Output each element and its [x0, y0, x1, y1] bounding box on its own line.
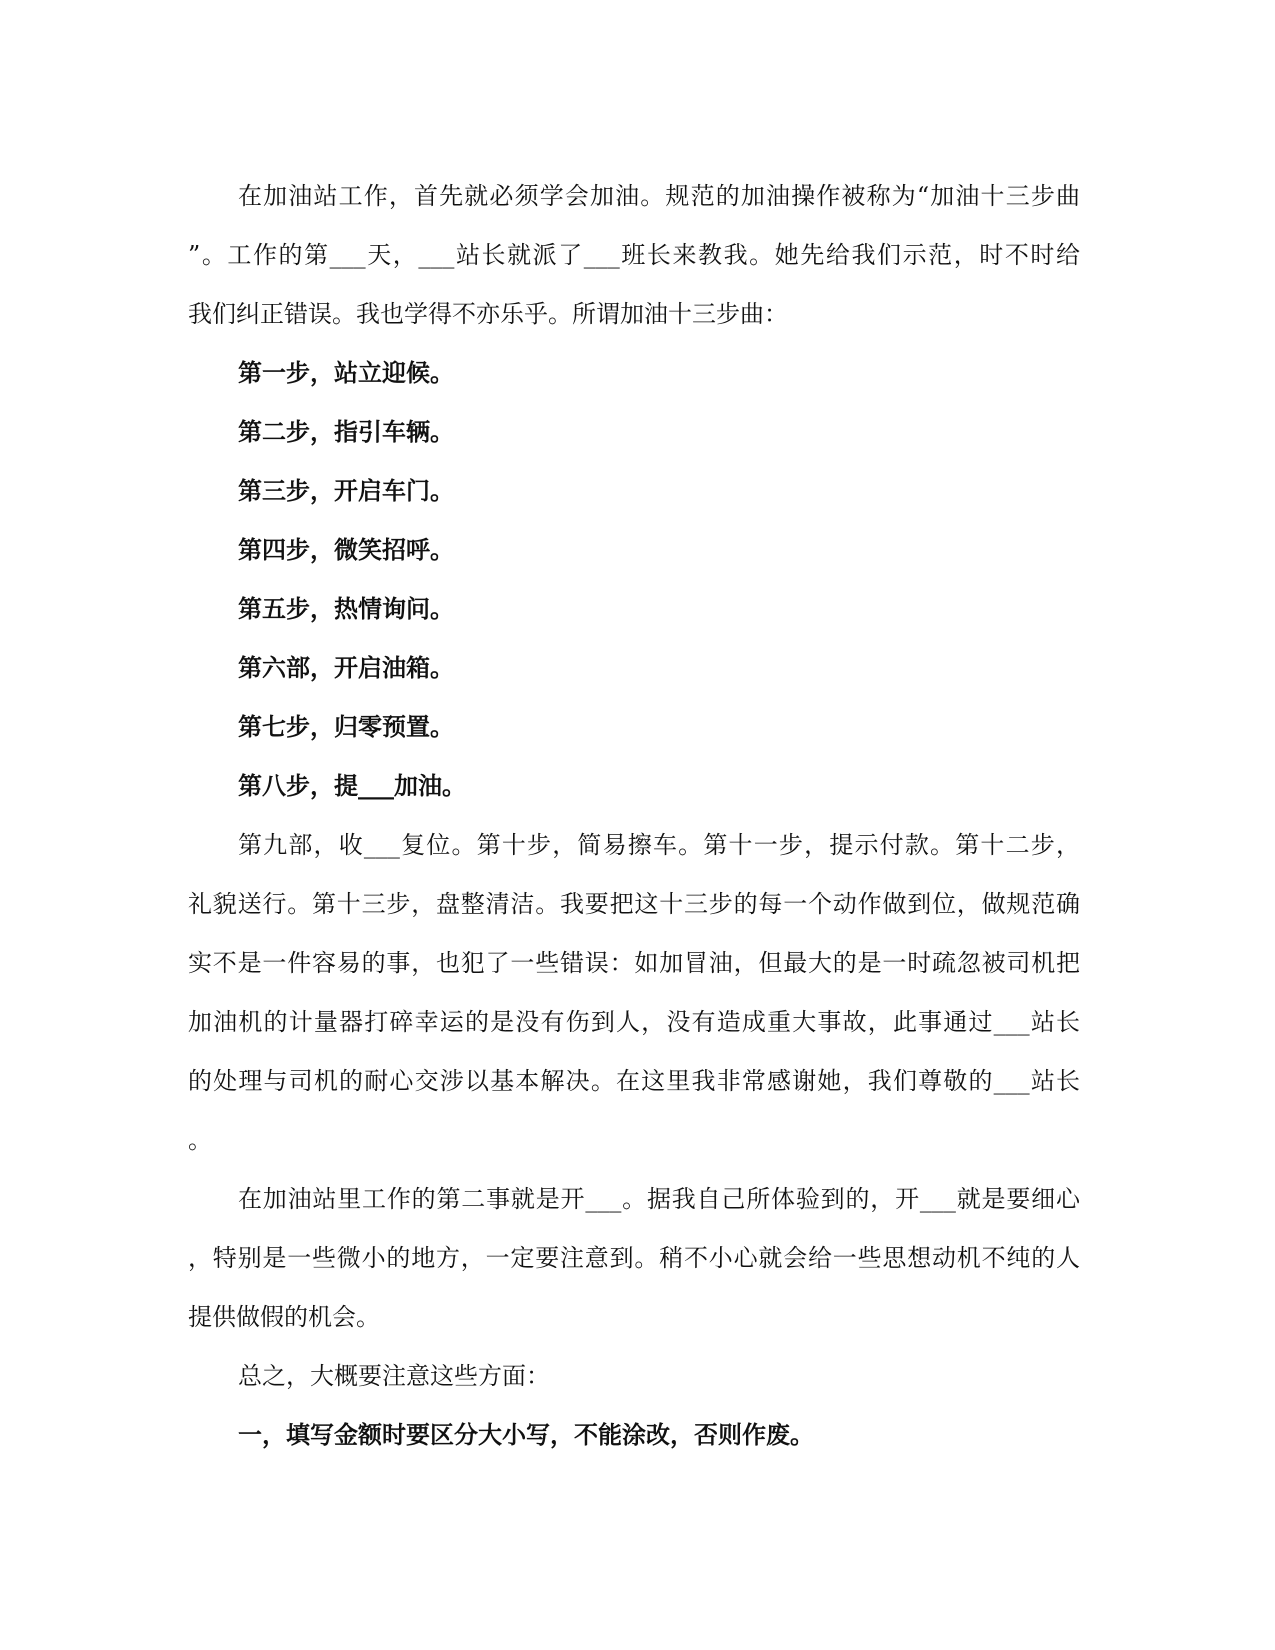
step-item: 第五步，热情询问。 [238, 595, 454, 623]
step-list [188, 344, 1080, 816]
step-item: 第四步，微笑招呼。 [238, 536, 454, 564]
step-item: 第八步，提___加油。 [238, 772, 466, 800]
step-item: 第三步，开启车门。 [238, 477, 454, 505]
text-line: 加油机的计量器打碎幸运的是没有伤到人，没有造成重大事故，此事通过___站长 [188, 1008, 1080, 1036]
text-line: 在加油站里工作的第二事就是开___。据我自己所体验到的，开___就是要细心 [238, 1185, 1080, 1213]
text-line: 的处理与司机的耐心交涉以基本解决。在这里我非常感谢她，我们尊敬的___站长 [188, 1067, 1080, 1095]
text-line: 第九部，收___复位。第十步，简易擦车。第十一步，提示付款。第十二步， [238, 831, 1080, 859]
text-line: 。 [188, 1126, 212, 1154]
paragraph-steps-continued [188, 816, 1080, 1170]
step-item: 第七步，归零预置。 [238, 713, 454, 741]
text-line: 礼貌送行。第十三步，盘整清洁。我要把这十三步的每一个动作做到位，做规范确 [188, 890, 1080, 918]
text-line: 在加油站工作，首先就必须学会加油。规范的加油操作被称为“加油十三步曲 [238, 182, 1080, 210]
text-line: ”。工作的第___天，___站长就派了___班长来教我。她先给我们示范，时不时给 [188, 241, 1080, 269]
paragraph-summary: 总之，大概要注意这些方面： [238, 1362, 550, 1390]
text-line: 提供做假的机会。 [188, 1303, 380, 1331]
paragraph-intro [188, 167, 1080, 344]
text-line: 实不是一件容易的事，也犯了一些错误：如加冒油，但最大的是一时疏忽被司机把 [188, 949, 1080, 977]
text-line: ，特别是一些微小的地方，一定要注意到。稍不小心就会给一些思想动机不纯的人 [188, 1244, 1080, 1272]
document-body [188, 167, 1080, 1465]
paragraph-invoicing [188, 1170, 1080, 1347]
step-item: 第六部，开启油箱。 [238, 654, 454, 682]
text-line: 我们纠正错误。我也学得不亦乐乎。所谓加油十三步曲： [188, 300, 788, 328]
point-item: 一，填写金额时要区分大小写，不能涂改，否则作废。 [238, 1421, 814, 1449]
step-item: 第一步，站立迎候。 [238, 359, 454, 387]
step-item: 第二步，指引车辆。 [238, 418, 454, 446]
